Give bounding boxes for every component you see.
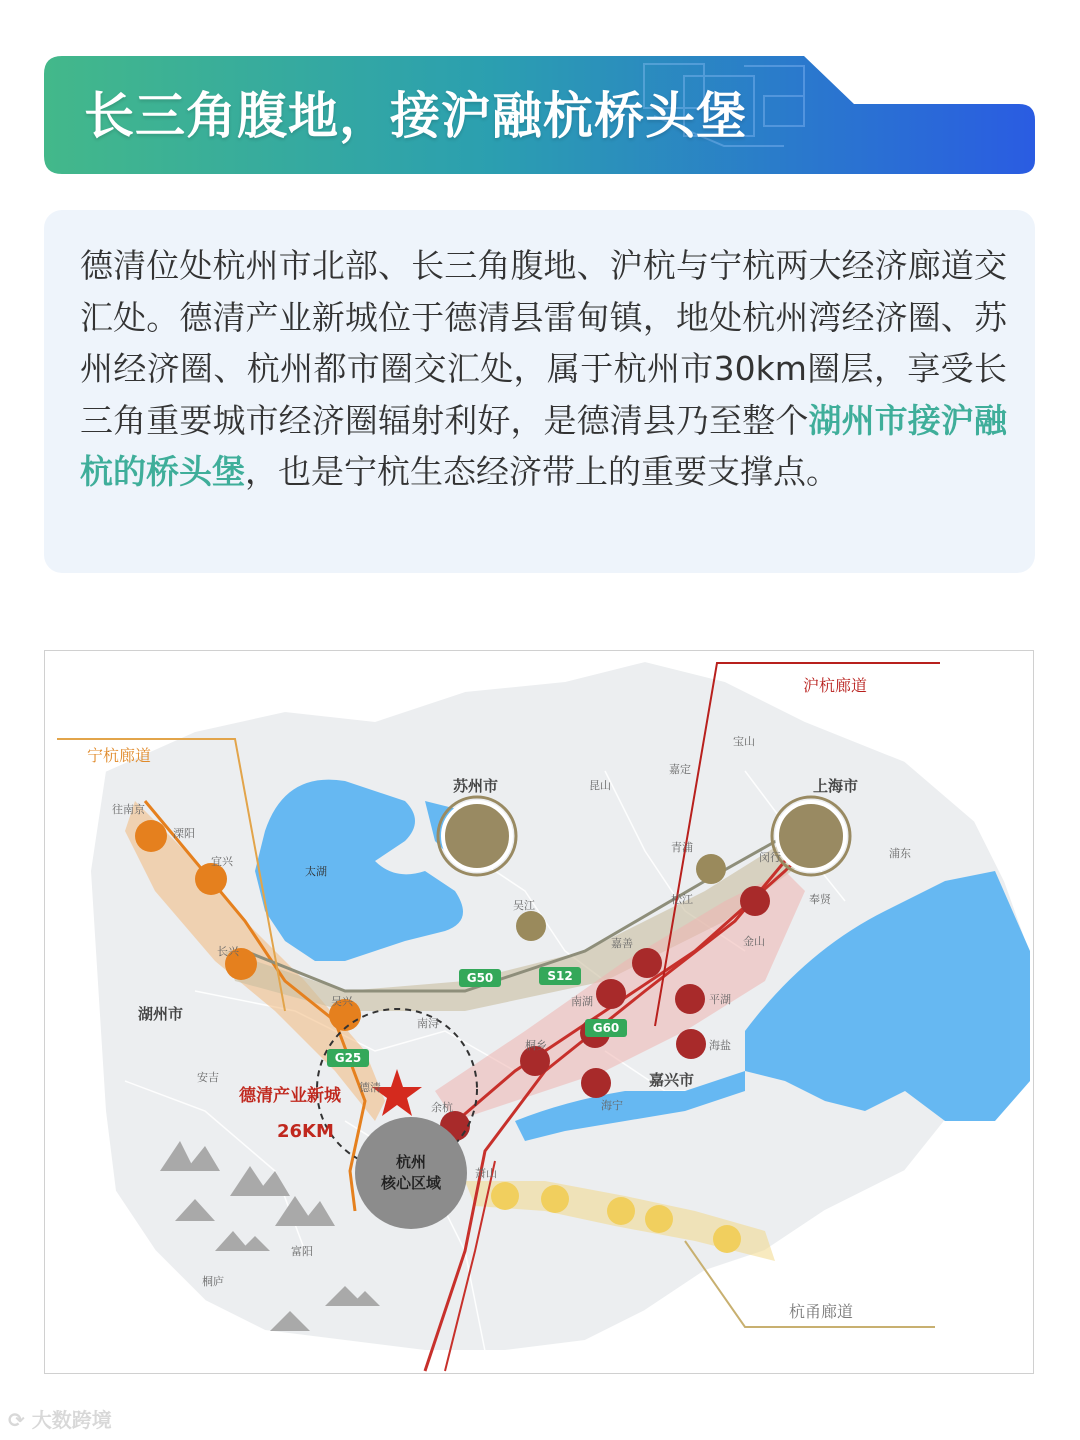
corridor-label-hu-hang: 沪杭廊道 [803,676,868,695]
place-label: 宝山 [733,735,755,748]
core-label-line1: 杭州 [395,1153,426,1171]
corridor-label-hang-yong: 杭甬廊道 [789,1302,854,1321]
place-label: 闵行 [759,851,781,864]
intro-highlight: 湖州市接沪融杭的桥头堡 [80,400,1008,492]
place-label: 青浦 [671,841,693,854]
place-label: 金山 [743,935,765,948]
core-label-line2: 核心区域 [380,1174,441,1192]
highway-label-g50: G50 [466,971,494,985]
distance-label: 26KM [277,1121,334,1142]
intro-paragraph [80,240,1007,498]
place-label: 嘉定 [669,763,691,776]
highway-label-g25: G25 [334,1051,362,1065]
place-label: 桐庐 [202,1275,224,1288]
place-label: 长兴 [217,945,239,958]
place-label: 往南京 [112,803,145,816]
city-label-jiaxing: 嘉兴市 [649,1071,695,1089]
place-label: 奉贤 [809,893,831,906]
place-label: 萧山 [475,1167,497,1180]
highway-label-g60: G60 [592,1021,620,1035]
place-label: 浦东 [889,847,911,860]
place-label: 海盐 [709,1039,731,1052]
watermark-logo-icon: ⟳ [8,1408,32,1432]
title-banner [44,56,1035,174]
site-label: 德清产业新城 [239,1086,341,1106]
place-label: 吴江 [513,899,535,912]
intro-panel [44,210,1035,573]
place-label: 嘉善 [611,937,633,950]
intro-text-after: ，也是宁杭生态经济带上的重要支撑点。 [245,452,839,492]
watermark [8,1404,112,1433]
place-label: 南浔 [417,1017,439,1030]
place-label: 富阳 [291,1245,313,1258]
city-label-suzhou: 苏州市 [453,777,499,795]
city-label-huzhou: 湖州市 [138,1005,184,1023]
intro-text-before: 德清位处杭州市北部、长三角腹地、沪杭与宁杭两大经济廊道交汇处。德清产业新城位于德清县雷甸镇，地处杭州湾经济圈、苏州经济圈、杭州都市圈交汇处，属于杭州市30km圈层，享受长三角重要城市经济圈辐射利好，是德清县乃至整个 [80,246,1007,440]
place-label: 吴兴 [331,995,353,1008]
place-label: 松江 [671,893,693,906]
place-label: 昆山 [589,779,611,792]
place-label: 安吉 [197,1071,219,1084]
corridor-label-ning-hang: 宁杭廊道 [87,746,152,765]
place-label: 太湖 [305,865,327,878]
place-label: 溧阳 [173,827,195,840]
place-label: 海宁 [601,1099,623,1112]
watermark-text: 大数跨境 [31,1408,112,1432]
city-label-shanghai: 上海市 [813,777,859,795]
page-title: 长三角腹地，接沪融杭桥头堡 [84,87,747,145]
place-label: 余杭 [431,1101,453,1114]
place-label: 宜兴 [211,855,233,868]
place-label: 平湖 [709,993,731,1006]
place-label: 桐乡 [525,1039,547,1052]
region-map [44,650,1034,1374]
highway-label-s12: S12 [547,969,573,983]
place-label: 德清 [359,1081,381,1094]
place-label: 南湖 [571,995,593,1008]
